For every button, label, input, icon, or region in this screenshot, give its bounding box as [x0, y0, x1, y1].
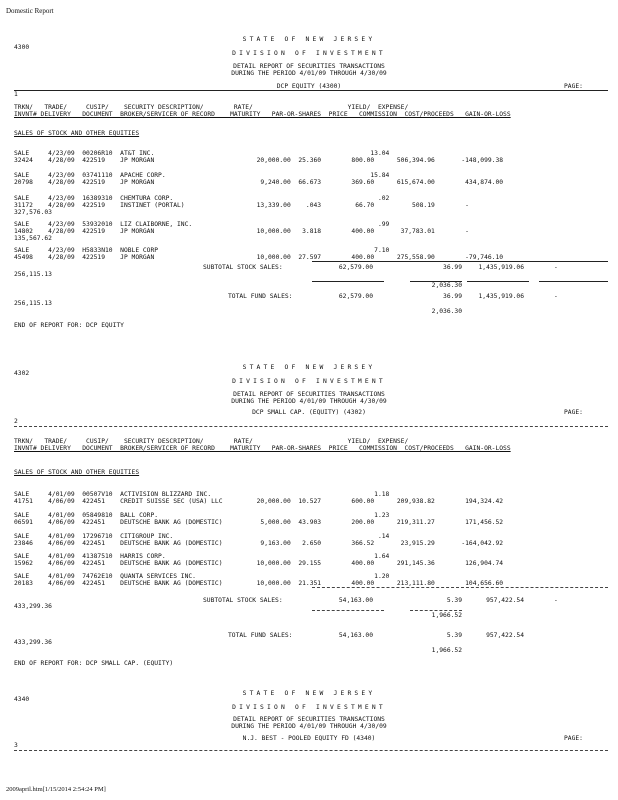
column-header-line1: TRKN/ TRADE/ CUSIP/ SECURITY DESCRIPTION/ RATE/ YIELD/ EXPENSE/	[14, 104, 409, 111]
column-header-line2: INVNT# DELIVERY DOCUMENT BROKER/SERVICER OF RECORD MATURITY PAR-OR-SHARES PRICE COMMISSION COST/PROCEEDS GAIN-OR-LOSS	[14, 445, 511, 452]
report-title: DETAIL REPORT OF SECURITIES TRANSACTIONS	[233, 716, 385, 723]
page-label: PAGE:	[564, 83, 583, 90]
report-period: DURING THE PERIOD 4/01/09 THROUGH 4/30/09	[231, 723, 387, 730]
fund-number: 4300	[14, 44, 30, 51]
print-header: Domestic Report	[6, 7, 54, 15]
fund-number: 4302	[14, 370, 30, 377]
report-title: DETAIL REPORT OF SECURITIES TRANSACTIONS	[233, 391, 385, 398]
page-label: PAGE:	[564, 735, 583, 742]
end-of-report: END OF REPORT FOR: DCP EQUITY	[14, 322, 124, 329]
state-heading: STATE OF NEW JERSEY	[242, 364, 376, 371]
section-title: SALES OF STOCK AND OTHER EQUITIES	[14, 130, 140, 137]
state-heading: STATE OF NEW JERSEY	[242, 690, 376, 697]
fund-name: DCP SMALL CAP. (EQUITY) (4302)	[252, 409, 366, 416]
report-period: DURING THE PERIOD 4/01/09 THROUGH 4/30/09	[231, 70, 387, 77]
page-number: 1	[14, 91, 18, 98]
divider	[14, 426, 608, 427]
report-period: DURING THE PERIOD 4/01/09 THROUGH 4/30/09	[231, 398, 387, 405]
page-number: 2	[14, 418, 18, 425]
section-title: SALES OF STOCK AND OTHER EQUITIES	[14, 469, 140, 476]
page-label: PAGE:	[564, 409, 583, 416]
fund-name: DCP EQUITY (4300)	[276, 83, 342, 90]
division-heading: DIVISION OF INVESTMENT	[232, 50, 386, 57]
row-underline	[312, 587, 608, 588]
division-heading: DIVISION OF INVESTMENT	[232, 378, 386, 385]
column-header-line1: TRKN/ TRADE/ CUSIP/ SECURITY DESCRIPTION/ RATE/ YIELD/ EXPENSE/	[14, 438, 409, 445]
divider	[14, 750, 608, 751]
fund-name: N.J. BEST - POOLED EQUITY FD (4340)	[242, 735, 376, 742]
divider	[14, 90, 608, 91]
fund-number: 4340	[14, 696, 30, 703]
division-heading: DIVISION OF INVESTMENT	[232, 704, 386, 711]
print-footer: 2009april.htm[1/15/2014 2:54:24 PM]	[6, 786, 106, 793]
report-title: DETAIL REPORT OF SECURITIES TRANSACTIONS	[233, 63, 385, 70]
end-of-report: END OF REPORT FOR: DCP SMALL CAP. (EQUITY)	[14, 660, 174, 667]
state-heading: STATE OF NEW JERSEY	[242, 36, 376, 43]
page-number: 3	[14, 742, 18, 749]
row-underline	[312, 261, 608, 262]
column-header-line2: INVNT# DELIVERY DOCUMENT BROKER/SERVICER OF RECORD MATURITY PAR-OR-SHARES PRICE COMMISSION COST/PROCEEDS GAIN-OR-LOSS	[14, 111, 511, 118]
